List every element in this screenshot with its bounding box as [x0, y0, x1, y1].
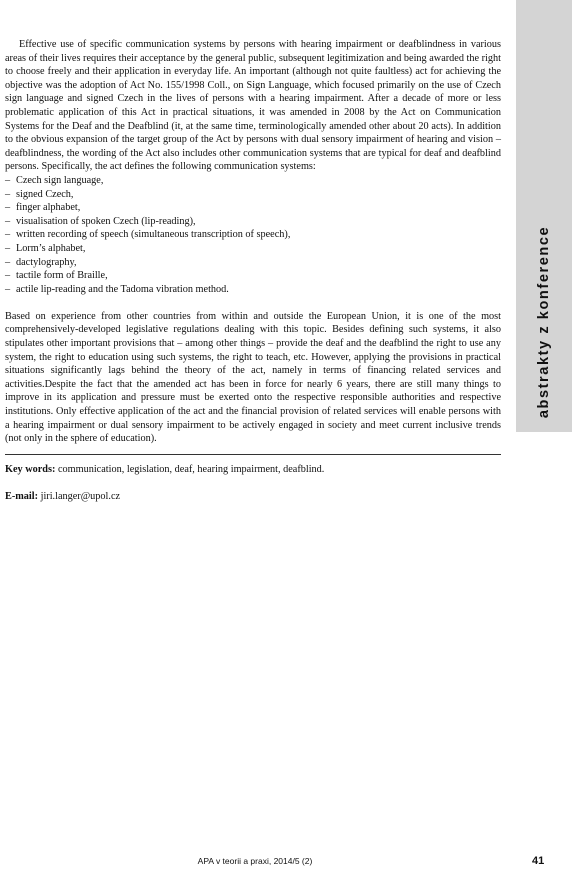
list-dash: – [5, 188, 11, 200]
list-dash: – [5, 242, 11, 254]
section-side-tab [516, 0, 572, 432]
list-item [5, 283, 501, 297]
email-label: E-mail: [5, 491, 39, 503]
list-item [5, 174, 501, 188]
list-dash: – [5, 215, 11, 227]
list-dash: – [5, 229, 11, 241]
list-item-text: signed Czech, [16, 188, 74, 200]
keywords-line [5, 463, 501, 477]
email-address: jiri.langer@upol.cz [40, 491, 121, 503]
list-dash: – [5, 283, 11, 295]
list-item [5, 215, 501, 229]
list-item [5, 228, 501, 242]
list-item [5, 188, 501, 202]
list-dash: – [5, 174, 11, 186]
journal-citation: APA v teorii a praxi, 2014/5 (2) [197, 856, 313, 866]
communication-systems-list [5, 174, 501, 296]
abstract-paragraph-2: Based on experience from other countries from within and outside the European Union, it is one of the most comprehensively-developed legislative regulations dealing with this topic. Besides defining such systems, it also stipulates other important provisions that – among other things – provide the deaf and the deafblind the right to use any system, the right to education using such systems, the right to teach, etc. However, applying the provisions in practical situations significantly lags behind the theory of the act, namely in terms of financing related services and activities.Despite the fact that the amended act has been in force for nearly 6 years, there are still many things to improve in its application and pressure must be exerted onto the respective responsible authorities and respective institutions. Only effective application of the act and the financial provision of related services will enable persons with a hearing impairment or dual sensory impairment to be actively engaged in society and meet current inclusive trends (not only in the sphere of education). [5, 310, 501, 445]
list-item [5, 256, 501, 270]
abstract-paragraph-1: Effective use of specific communication systems by persons with hearing impairment or deafblindness in various areas of their lives requires their acceptance by the general public, subsequent legitimization and being awarded the right to choose freely and their application in everyday life. An important (although not quite faultless) act for achieving the objective was the adoption of Act No. 155/1998 Coll., on Sign Language, which focused primarily on the use of Czech sign language and signed Czech in the lives of persons with a hearing impairment. After a decade of more or less problematic application of this Act in practical situations, it was amended in 2008 by the Act on Communication Systems for the Deaf and the Deafblind (it, at the same time, terminologically amended other about 20 acts). In addition to the obvious expansion of the target group of the Act by persons with dual sensory impairment of hearing and vision – deafblindness, the wording of the Act also includes other communication systems that are typical for deaf and deafblind persons. Specifically, the act defines the following communication systems: [5, 39, 501, 173]
list-item-text: tactile form of Braille, [16, 270, 108, 282]
keywords-label: Key words: [5, 463, 56, 475]
abstract-body [5, 38, 501, 504]
list-item [5, 269, 501, 283]
list-item-text: Lorm’s alphabet, [16, 242, 86, 254]
list-item [5, 242, 501, 256]
list-item-text: finger alphabet, [16, 202, 81, 214]
section-side-tab-label: abstrakty z konference [536, 225, 552, 419]
page-number: 41 [532, 855, 545, 867]
list-dash: – [5, 256, 11, 268]
list-item-text: dactylography, [16, 256, 77, 268]
list-item-text: written recording of speech (simultaneous transcription of speech), [16, 229, 291, 241]
list-item-text: actile lip-reading and the Tadoma vibration method. [16, 283, 229, 295]
list-item-text: visualisation of spoken Czech (lip-reading), [16, 215, 196, 227]
email-line [5, 490, 501, 504]
divider [5, 454, 501, 455]
list-dash: – [5, 270, 11, 282]
keywords-value: communication, legislation, deaf, hearing impairment, deafblind. [57, 463, 325, 475]
list-item [5, 201, 501, 215]
list-item-text: Czech sign language, [16, 174, 104, 186]
list-dash: – [5, 202, 11, 214]
